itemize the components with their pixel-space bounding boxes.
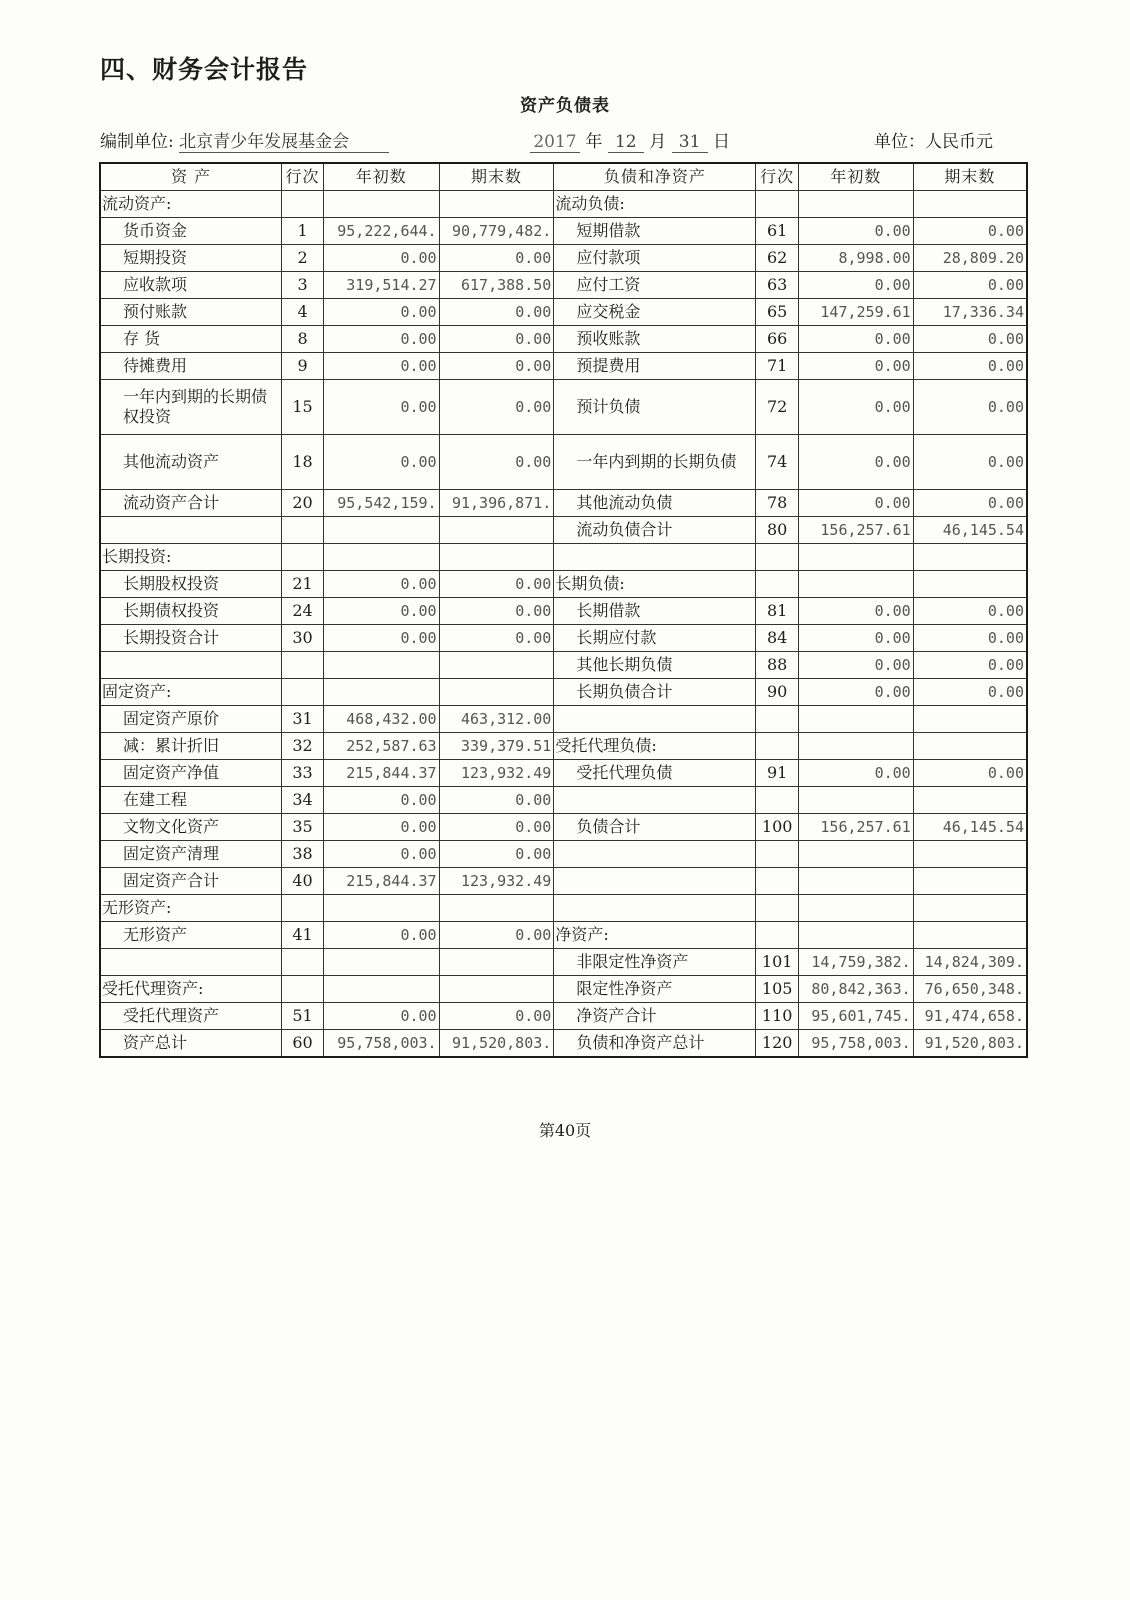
header-end-2: 期末数 <box>913 163 1027 191</box>
liability-begin-value <box>799 733 914 760</box>
year-label: 年 <box>585 132 603 152</box>
asset-line-no: 40 <box>282 868 324 895</box>
asset-name: 应收款项 <box>100 272 282 299</box>
asset-line-no: 18 <box>282 435 324 490</box>
asset-end-value <box>439 517 554 544</box>
liability-end-value: 0.00 <box>913 380 1027 435</box>
asset-end-value: 339,379.51 <box>439 733 554 760</box>
liability-begin-value: 0.00 <box>799 218 914 245</box>
asset-name: 固定资产合计 <box>100 868 282 895</box>
liability-line-no <box>756 895 799 922</box>
asset-begin-value: 95,758,003. <box>323 1030 439 1058</box>
liability-begin-value <box>799 544 914 571</box>
liability-end-value: 0.00 <box>913 272 1027 299</box>
asset-line-no <box>282 976 324 1003</box>
table-row <box>100 435 1027 490</box>
asset-line-no: 2 <box>282 245 324 272</box>
header-row <box>100 163 1027 191</box>
liability-line-no <box>756 191 799 218</box>
liability-begin-value <box>799 868 914 895</box>
liability-begin-value <box>799 706 914 733</box>
org-name: 北京青少年发展基金会 <box>179 127 389 153</box>
liability-end-value <box>913 733 1027 760</box>
table-row <box>100 868 1027 895</box>
asset-line-no: 33 <box>282 760 324 787</box>
liability-line-no <box>756 733 799 760</box>
asset-end-value: 0.00 <box>439 353 554 380</box>
asset-line-no <box>282 652 324 679</box>
asset-begin-value: 0.00 <box>323 787 439 814</box>
liability-begin-value <box>799 922 914 949</box>
asset-name: 在建工程 <box>100 787 282 814</box>
table-row <box>100 544 1027 571</box>
org-label: 编制单位: <box>100 132 174 152</box>
currency-unit: 单位：人民币元 <box>874 132 993 152</box>
table-row <box>100 571 1027 598</box>
table-row <box>100 625 1027 652</box>
asset-line-no: 8 <box>282 326 324 353</box>
asset-line-no: 21 <box>282 571 324 598</box>
liability-begin-value: 0.00 <box>799 326 914 353</box>
liability-begin-value: 0.00 <box>799 598 914 625</box>
asset-line-no: 4 <box>282 299 324 326</box>
asset-begin-value: 0.00 <box>323 841 439 868</box>
liability-name <box>554 895 756 922</box>
asset-begin-value <box>323 191 439 218</box>
header-asset: 资 产 <box>100 163 282 191</box>
liability-end-value <box>913 895 1027 922</box>
report-month: 12 <box>608 132 644 153</box>
liability-begin-value <box>799 191 914 218</box>
liability-name: 非限定性净资产 <box>554 949 756 976</box>
asset-end-value: 123,932.49 <box>439 760 554 787</box>
liability-line-no: 61 <box>756 218 799 245</box>
asset-begin-value <box>323 976 439 1003</box>
asset-name: 流动资产: <box>100 191 282 218</box>
liability-name: 长期应付款 <box>554 625 756 652</box>
asset-begin-value: 95,542,159. <box>323 490 439 517</box>
liability-name: 应付款项 <box>554 245 756 272</box>
asset-name: 其他流动资产 <box>100 435 282 490</box>
header-line: 行次 <box>282 163 324 191</box>
liability-line-no <box>756 706 799 733</box>
table-row <box>100 787 1027 814</box>
page-number: 第40页 <box>538 1121 592 1140</box>
asset-begin-value: 0.00 <box>323 245 439 272</box>
liability-name <box>554 841 756 868</box>
asset-name <box>100 949 282 976</box>
report-year: 2017 <box>530 132 580 153</box>
asset-name: 待摊费用 <box>100 353 282 380</box>
table-row <box>100 679 1027 706</box>
table-row <box>100 949 1027 976</box>
liability-name: 长期负债合计 <box>554 679 756 706</box>
asset-line-no: 1 <box>282 218 324 245</box>
liability-begin-value: 0.00 <box>799 380 914 435</box>
asset-end-value: 463,312.00 <box>439 706 554 733</box>
liability-line-no: 71 <box>756 353 799 380</box>
table-row <box>100 299 1027 326</box>
liability-begin-value: 156,257.61 <box>799 814 914 841</box>
liability-end-value: 91,474,658. <box>913 1003 1027 1030</box>
asset-line-no <box>282 191 324 218</box>
liability-line-no <box>756 571 799 598</box>
header-end: 期末数 <box>439 163 554 191</box>
asset-begin-value: 0.00 <box>323 598 439 625</box>
liability-end-value <box>913 571 1027 598</box>
liability-name: 负债合计 <box>554 814 756 841</box>
liability-end-value: 0.00 <box>913 435 1027 490</box>
asset-name: 固定资产清理 <box>100 841 282 868</box>
asset-end-value: 0.00 <box>439 841 554 868</box>
liability-line-no: 66 <box>756 326 799 353</box>
liability-end-value: 0.00 <box>913 353 1027 380</box>
liability-name: 净资产合计 <box>554 1003 756 1030</box>
liability-begin-value: 95,758,003. <box>799 1030 914 1058</box>
table-row <box>100 814 1027 841</box>
liability-end-value: 14,824,309. <box>913 949 1027 976</box>
asset-begin-value: 215,844.37 <box>323 868 439 895</box>
liability-line-no: 110 <box>756 1003 799 1030</box>
asset-end-value: 123,932.49 <box>439 868 554 895</box>
liability-line-no: 105 <box>756 976 799 1003</box>
asset-end-value <box>439 679 554 706</box>
asset-name: 固定资产净值 <box>100 760 282 787</box>
asset-begin-value <box>323 652 439 679</box>
header-line-2: 行次 <box>756 163 799 191</box>
liability-end-value: 0.00 <box>913 218 1027 245</box>
asset-begin-value: 0.00 <box>323 299 439 326</box>
table-row <box>100 272 1027 299</box>
table-row <box>100 326 1027 353</box>
liability-begin-value <box>799 571 914 598</box>
liability-line-no: 80 <box>756 517 799 544</box>
liability-line-no: 65 <box>756 299 799 326</box>
table-row <box>100 1030 1027 1058</box>
asset-name: 流动资产合计 <box>100 490 282 517</box>
asset-name: 文物文化资产 <box>100 814 282 841</box>
liability-name: 负债和净资产总计 <box>554 1030 756 1058</box>
asset-line-no <box>282 679 324 706</box>
asset-begin-value: 0.00 <box>323 571 439 598</box>
liability-end-value: 0.00 <box>913 490 1027 517</box>
asset-end-value <box>439 544 554 571</box>
asset-end-value: 0.00 <box>439 380 554 435</box>
liability-name: 其他流动负债 <box>554 490 756 517</box>
asset-begin-value <box>323 949 439 976</box>
liability-begin-value <box>799 787 914 814</box>
liability-end-value: 17,336.34 <box>913 299 1027 326</box>
table-row <box>100 841 1027 868</box>
liability-name: 短期借款 <box>554 218 756 245</box>
liability-end-value <box>913 191 1027 218</box>
asset-end-value: 90,779,482. <box>439 218 554 245</box>
report-day: 31 <box>672 132 708 153</box>
liability-name <box>554 706 756 733</box>
table-row <box>100 733 1027 760</box>
liability-name: 长期借款 <box>554 598 756 625</box>
asset-begin-value: 252,587.63 <box>323 733 439 760</box>
asset-end-value: 0.00 <box>439 299 554 326</box>
table-title: 资产负债表 <box>520 96 610 116</box>
liability-line-no <box>756 841 799 868</box>
liability-name: 流动负债合计 <box>554 517 756 544</box>
liability-name: 受托代理负债: <box>554 733 756 760</box>
liability-begin-value: 147,259.61 <box>799 299 914 326</box>
table-row <box>100 760 1027 787</box>
asset-line-no: 15 <box>282 380 324 435</box>
liability-end-value <box>913 544 1027 571</box>
asset-name: 预付账款 <box>100 299 282 326</box>
liability-line-no: 81 <box>756 598 799 625</box>
liability-begin-value: 0.00 <box>799 490 914 517</box>
table-row <box>100 706 1027 733</box>
header-liability: 负债和净资产 <box>554 163 756 191</box>
asset-begin-value <box>323 679 439 706</box>
asset-end-value <box>439 976 554 1003</box>
liability-line-no: 91 <box>756 760 799 787</box>
table-row <box>100 380 1027 435</box>
asset-name: 长期股权投资 <box>100 571 282 598</box>
liability-line-no: 100 <box>756 814 799 841</box>
asset-begin-value <box>323 895 439 922</box>
liability-begin-value: 0.00 <box>799 679 914 706</box>
asset-end-value: 0.00 <box>439 245 554 272</box>
asset-line-no: 31 <box>282 706 324 733</box>
header-begin-2: 年初数 <box>799 163 914 191</box>
asset-begin-value <box>323 544 439 571</box>
asset-line-no: 41 <box>282 922 324 949</box>
liability-end-value: 76,650,348. <box>913 976 1027 1003</box>
liability-end-value <box>913 787 1027 814</box>
liability-name: 应交税金 <box>554 299 756 326</box>
asset-end-value: 617,388.50 <box>439 272 554 299</box>
liability-line-no: 78 <box>756 490 799 517</box>
asset-begin-value: 0.00 <box>323 435 439 490</box>
asset-end-value: 0.00 <box>439 814 554 841</box>
table-row <box>100 245 1027 272</box>
liability-line-no: 120 <box>756 1030 799 1058</box>
liability-line-no <box>756 787 799 814</box>
asset-begin-value: 0.00 <box>323 353 439 380</box>
asset-end-value <box>439 191 554 218</box>
asset-line-no: 51 <box>282 1003 324 1030</box>
asset-name: 固定资产原价 <box>100 706 282 733</box>
asset-begin-value: 0.00 <box>323 922 439 949</box>
asset-name: 一年内到期的长期债权投资 <box>100 380 282 435</box>
table-row <box>100 1003 1027 1030</box>
liability-end-value <box>913 922 1027 949</box>
asset-name: 长期投资合计 <box>100 625 282 652</box>
asset-end-value: 0.00 <box>439 435 554 490</box>
liability-begin-value: 0.00 <box>799 625 914 652</box>
asset-name: 货币资金 <box>100 218 282 245</box>
table-row <box>100 976 1027 1003</box>
liability-line-no: 101 <box>756 949 799 976</box>
asset-end-value: 0.00 <box>439 571 554 598</box>
asset-end-value: 91,520,803. <box>439 1030 554 1058</box>
liability-name: 长期负债: <box>554 571 756 598</box>
liability-line-no: 72 <box>756 380 799 435</box>
liability-name: 受托代理负债 <box>554 760 756 787</box>
asset-line-no: 32 <box>282 733 324 760</box>
asset-name <box>100 652 282 679</box>
table-row <box>100 517 1027 544</box>
asset-begin-value: 0.00 <box>323 380 439 435</box>
table-row <box>100 490 1027 517</box>
asset-end-value: 0.00 <box>439 326 554 353</box>
liability-end-value: 46,145.54 <box>913 517 1027 544</box>
liability-begin-value: 156,257.61 <box>799 517 914 544</box>
asset-line-no: 38 <box>282 841 324 868</box>
asset-line-no: 9 <box>282 353 324 380</box>
asset-name: 资产总计 <box>100 1030 282 1058</box>
asset-begin-value: 0.00 <box>323 326 439 353</box>
asset-line-no: 20 <box>282 490 324 517</box>
asset-end-value <box>439 652 554 679</box>
liability-begin-value: 0.00 <box>799 272 914 299</box>
asset-name: 固定资产: <box>100 679 282 706</box>
asset-end-value <box>439 895 554 922</box>
header-begin: 年初数 <box>323 163 439 191</box>
report-date <box>530 127 730 153</box>
liability-end-value: 0.00 <box>913 326 1027 353</box>
liability-end-value: 0.00 <box>913 625 1027 652</box>
liability-end-value: 0.00 <box>913 760 1027 787</box>
asset-begin-value: 319,514.27 <box>323 272 439 299</box>
table-row <box>100 353 1027 380</box>
liability-line-no <box>756 868 799 895</box>
asset-line-no <box>282 544 324 571</box>
asset-end-value: 0.00 <box>439 787 554 814</box>
table-row <box>100 895 1027 922</box>
asset-name: 无形资产: <box>100 895 282 922</box>
liability-line-no: 88 <box>756 652 799 679</box>
asset-begin-value <box>323 517 439 544</box>
liability-begin-value <box>799 895 914 922</box>
asset-name <box>100 517 282 544</box>
liability-end-value: 0.00 <box>913 679 1027 706</box>
liability-line-no: 84 <box>756 625 799 652</box>
liability-name <box>554 787 756 814</box>
asset-name: 短期投资 <box>100 245 282 272</box>
liability-begin-value: 80,842,363. <box>799 976 914 1003</box>
liability-name <box>554 868 756 895</box>
asset-name: 长期投资: <box>100 544 282 571</box>
liability-end-value: 0.00 <box>913 598 1027 625</box>
liability-begin-value: 0.00 <box>799 760 914 787</box>
asset-name: 受托代理资产: <box>100 976 282 1003</box>
liability-begin-value: 8,998.00 <box>799 245 914 272</box>
asset-end-value: 0.00 <box>439 625 554 652</box>
liability-name: 预计负债 <box>554 380 756 435</box>
liability-name: 预收账款 <box>554 326 756 353</box>
liability-line-no: 74 <box>756 435 799 490</box>
liability-name: 其他长期负债 <box>554 652 756 679</box>
asset-end-value: 0.00 <box>439 598 554 625</box>
asset-name: 受托代理资产 <box>100 1003 282 1030</box>
table-row <box>100 191 1027 218</box>
liability-end-value: 0.00 <box>913 652 1027 679</box>
liability-end-value: 91,520,803. <box>913 1030 1027 1058</box>
asset-begin-value: 468,432.00 <box>323 706 439 733</box>
liability-end-value <box>913 841 1027 868</box>
asset-line-no: 24 <box>282 598 324 625</box>
liability-name: 限定性净资产 <box>554 976 756 1003</box>
liability-begin-value: 0.00 <box>799 435 914 490</box>
asset-line-no <box>282 949 324 976</box>
asset-line-no: 3 <box>282 272 324 299</box>
asset-name: 长期债权投资 <box>100 598 282 625</box>
asset-line-no: 35 <box>282 814 324 841</box>
asset-name: 减：累计折旧 <box>100 733 282 760</box>
liability-end-value: 46,145.54 <box>913 814 1027 841</box>
day-label: 日 <box>713 132 731 152</box>
asset-begin-value: 0.00 <box>323 625 439 652</box>
liability-begin-value: 0.00 <box>799 652 914 679</box>
liability-begin-value: 95,601,745. <box>799 1003 914 1030</box>
liability-line-no <box>756 922 799 949</box>
liability-line-no: 90 <box>756 679 799 706</box>
liability-line-no: 62 <box>756 245 799 272</box>
month-label: 月 <box>649 132 667 152</box>
asset-line-no <box>282 895 324 922</box>
liability-name <box>554 544 756 571</box>
asset-begin-value: 0.00 <box>323 814 439 841</box>
liability-begin-value: 14,759,382. <box>799 949 914 976</box>
asset-end-value: 0.00 <box>439 922 554 949</box>
table-row <box>100 598 1027 625</box>
liability-begin-value <box>799 841 914 868</box>
asset-end-value <box>439 949 554 976</box>
asset-name: 存 货 <box>100 326 282 353</box>
asset-begin-value: 215,844.37 <box>323 760 439 787</box>
asset-begin-value: 95,222,644. <box>323 218 439 245</box>
asset-end-value: 91,396,871. <box>439 490 554 517</box>
asset-end-value: 0.00 <box>439 1003 554 1030</box>
liability-name: 应付工资 <box>554 272 756 299</box>
liability-end-value <box>913 868 1027 895</box>
liability-line-no: 63 <box>756 272 799 299</box>
asset-begin-value: 0.00 <box>323 1003 439 1030</box>
balance-sheet-table <box>99 162 1028 1058</box>
liability-name: 净资产: <box>554 922 756 949</box>
liability-begin-value: 0.00 <box>799 353 914 380</box>
asset-line-no: 30 <box>282 625 324 652</box>
asset-line-no: 60 <box>282 1030 324 1058</box>
liability-name: 一年内到期的长期负债 <box>554 435 756 490</box>
liability-name: 流动负债: <box>554 191 756 218</box>
table-row <box>100 922 1027 949</box>
asset-name: 无形资产 <box>100 922 282 949</box>
asset-line-no: 34 <box>282 787 324 814</box>
table-row <box>100 652 1027 679</box>
liability-name: 预提费用 <box>554 353 756 380</box>
table-row <box>100 218 1027 245</box>
liability-line-no <box>756 544 799 571</box>
preparer-org <box>100 127 389 153</box>
liability-end-value: 28,809.20 <box>913 245 1027 272</box>
asset-line-no <box>282 517 324 544</box>
section-title: 四、财务会计报告 <box>100 55 309 84</box>
liability-end-value <box>913 706 1027 733</box>
